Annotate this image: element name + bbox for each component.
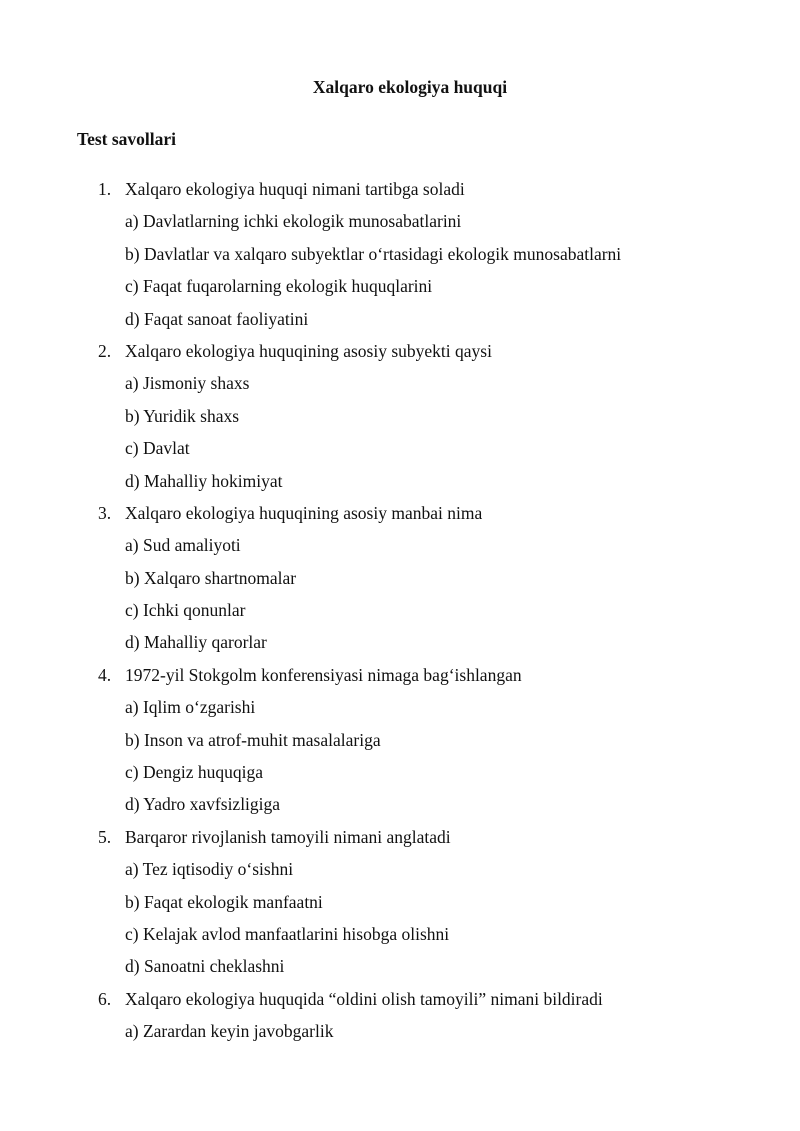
- question-number: 6.: [98, 988, 112, 1009]
- option-a: [0, 1020, 800, 1052]
- question-line: [0, 664, 800, 696]
- question-item: [0, 178, 800, 340]
- option-text: a) Tez iqtisodiy o‘sishni: [125, 859, 294, 880]
- option-text: b) Yuridik shaxs: [125, 405, 240, 426]
- question-number: 4.: [98, 664, 112, 685]
- option-c: [0, 923, 800, 955]
- option-text: d) Faqat sanoat faoliyatini: [125, 308, 309, 329]
- question-item: [0, 340, 800, 502]
- option-d: [0, 308, 800, 340]
- option-b: [0, 729, 800, 761]
- question-item: [0, 826, 800, 988]
- question-line: [0, 988, 800, 1020]
- option-a: [0, 534, 800, 566]
- option-a: [0, 858, 800, 890]
- option-b: [0, 405, 800, 437]
- option-b: [0, 567, 800, 599]
- option-text: b) Faqat ekologik manfaatni: [125, 891, 323, 912]
- option-text: c) Ichki qonunlar: [125, 600, 246, 621]
- option-text: d) Yadro xavfsizligiga: [125, 794, 281, 815]
- question-line: [0, 178, 800, 210]
- option-d: [0, 955, 800, 987]
- option-text: a) Jismoniy shaxs: [125, 373, 250, 394]
- option-c: [0, 599, 800, 631]
- question-line: [0, 826, 800, 858]
- option-text: d) Sanoatni cheklashni: [125, 956, 285, 977]
- section-heading: Test savollari: [77, 129, 177, 149]
- option-c: [0, 761, 800, 793]
- option-text: b) Xalqaro shartnomalar: [125, 567, 297, 588]
- option-text: a) Davlatlarning ichki ekologik munosabatlarini: [125, 211, 462, 232]
- option-b: [0, 243, 800, 275]
- question-text: 1972-yil Stokgolm konferensiyasi nimaga bag‘ishlangan: [125, 664, 522, 685]
- option-a: [0, 210, 800, 242]
- option-d: [0, 793, 800, 825]
- document-title: Xalqaro ekologiya huquqi: [312, 77, 508, 97]
- option-text: c) Kelajak avlod manfaatlarini hisobga olishni: [125, 923, 450, 944]
- question-number: 2.: [98, 340, 112, 361]
- option-text: b) Davlatlar va xalqaro subyektlar o‘rtasidagi ekologik munosabatlarni: [125, 243, 622, 264]
- question-number: 1.: [98, 179, 112, 199]
- question-text: Xalqaro ekologiya huquqida “oldini olish tamoyili” nimani bildiradi: [125, 988, 603, 1009]
- question-line: [0, 502, 800, 534]
- option-b: [0, 891, 800, 923]
- option-text: a) Sud amaliyoti: [125, 535, 241, 556]
- option-d: [0, 631, 800, 663]
- option-text: d) Mahalliy hokimiyat: [125, 470, 283, 491]
- option-text: c) Faqat fuqarolarning ekologik huquqlarini: [125, 276, 433, 297]
- option-text: c) Dengiz huquqiga: [125, 762, 264, 783]
- question-text: Xalqaro ekologiya huquqi nimani tartibga soladi: [125, 179, 465, 199]
- option-text: a) Iqlim o‘zgarishi: [125, 697, 256, 718]
- question-list: [0, 178, 800, 1053]
- option-text: c) Davlat: [125, 438, 190, 459]
- option-text: a) Zarardan keyin javobgarlik: [125, 1021, 334, 1042]
- option-d: [0, 470, 800, 502]
- option-a: [0, 696, 800, 728]
- question-text: Barqaror rivojlanish tamoyili nimani anglatadi: [125, 826, 451, 847]
- question-line: [0, 340, 800, 372]
- option-text: b) Inson va atrof-muhit masalalariga: [125, 729, 381, 750]
- question-item: [0, 664, 800, 826]
- question-text: Xalqaro ekologiya huquqining asosiy subyekti qaysi: [125, 340, 492, 361]
- option-c: [0, 437, 800, 469]
- option-c: [0, 275, 800, 307]
- question-text: Xalqaro ekologiya huquqining asosiy manbai nima: [125, 502, 483, 523]
- question-item: [0, 988, 800, 1053]
- option-a: [0, 372, 800, 404]
- option-text: d) Mahalliy qarorlar: [125, 632, 267, 653]
- question-item: [0, 502, 800, 664]
- question-number: 5.: [98, 826, 112, 847]
- question-number: 3.: [98, 502, 112, 523]
